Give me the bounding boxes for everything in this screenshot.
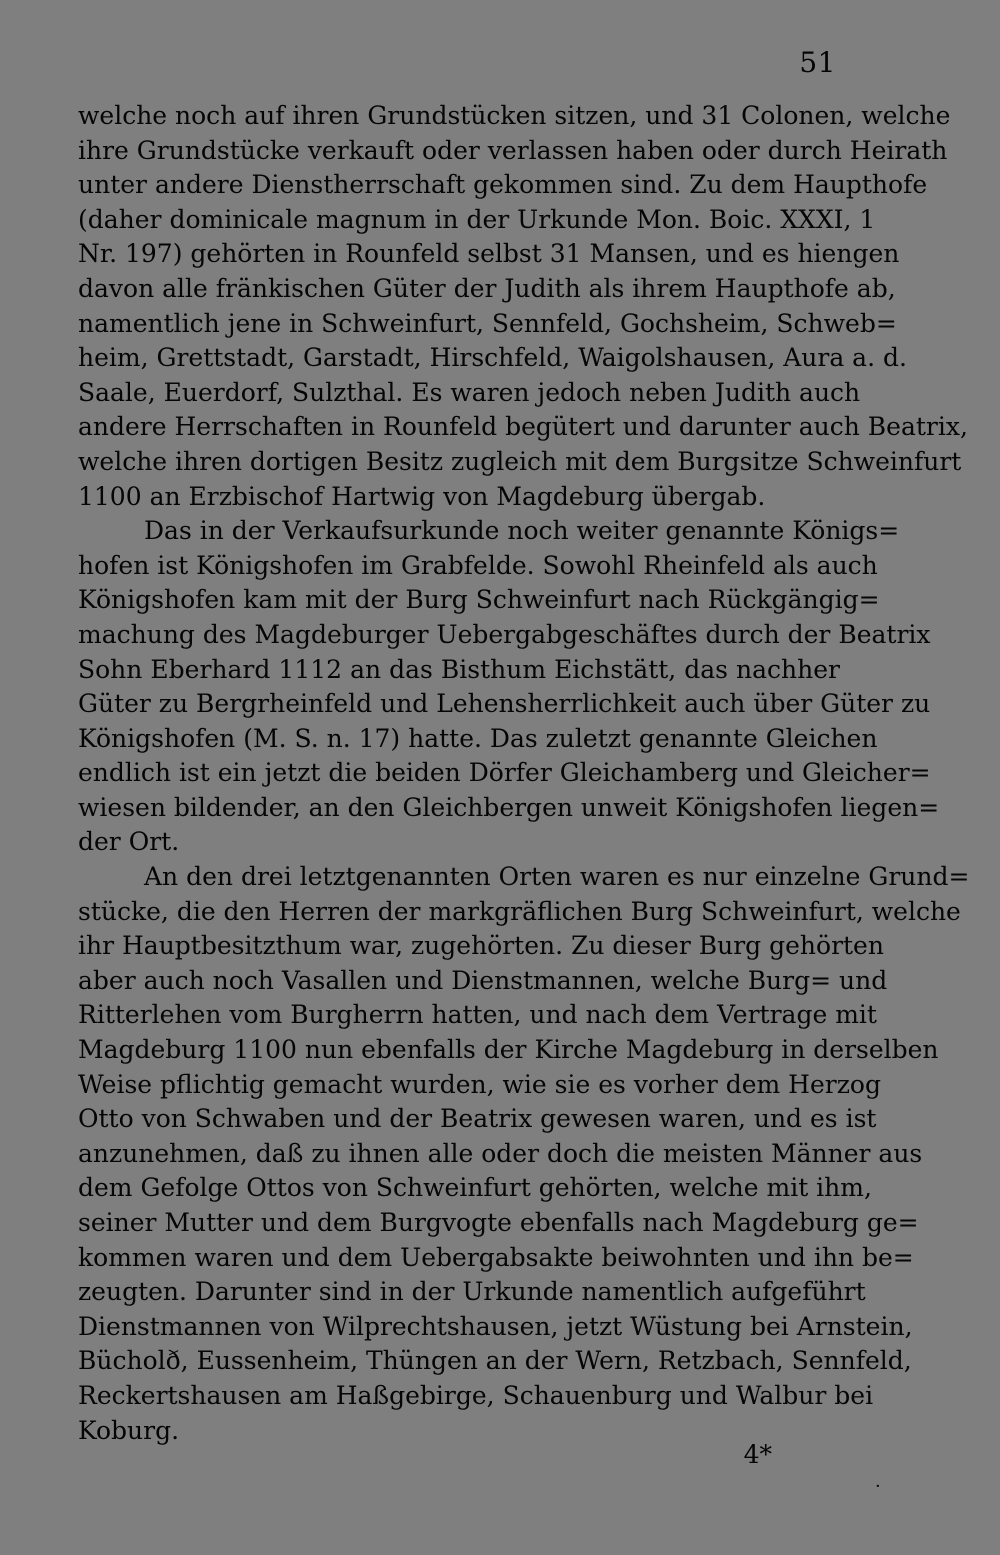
text-line: Weise pflichtig gemacht wurden, wie sie es vorher dem Herzog — [78, 1069, 881, 1099]
text-line: aber auch noch Vasallen und Dienstmannen, welche Burg= und — [78, 965, 888, 995]
text-line: welche ihren dortigen Besitz zugleich mit dem Burgsitze Schweinfurt — [78, 446, 962, 476]
text-line: zeugten. Darunter sind in der Urkunde namentlich aufgeführt — [78, 1277, 866, 1307]
text-line: Das in der Verkaufsurkunde noch weiter genannte Königs= — [144, 516, 900, 546]
text-line: Otto von Schwaben und der Beatrix gewesen waren, und es ist — [78, 1104, 877, 1134]
text-line: hofen ist Königshofen im Grabfelde. Sowohl Rheinfeld als auch — [78, 550, 878, 580]
text-line: davon alle fränkischen Güter der Judith als ihrem Haupthofe ab, — [78, 273, 896, 303]
text-line: ihre Grundstücke verkauft oder verlassen haben oder durch Heirath — [78, 135, 948, 165]
text-line: ihr Hauptbesitzthum war, zugehörten. Zu dieser Burg gehörten — [78, 931, 884, 961]
text-line: Bücholð, Eussenheim, Thüngen an der Wern, Retzbach, Sennfeld, — [78, 1346, 912, 1376]
text-line: (daher dominicale magnum in der Urkunde Mon. Boic. XXXI, 1 — [78, 204, 876, 234]
text-line: Koburg. — [78, 1415, 180, 1445]
text-line: andere Herrschaften in Rounfeld begütert und darunter auch Beatrix, — [78, 412, 968, 442]
text-line: der Ort. — [78, 827, 180, 857]
text-line: Dienstmannen von Wilprechtshausen, jetzt Wüstung bei Arnstein, — [78, 1311, 913, 1341]
ink-speck: · — [875, 1476, 881, 1497]
text-line: Saale, Euerdorf, Sulzthal. Es waren jedoch neben Judith auch — [78, 377, 861, 407]
text-line: welche noch auf ihren Grundstücken sitzen, und 31 Colonen, welche — [78, 101, 951, 130]
text-line: heim, Grettstadt, Garstadt, Hirschfeld, Waigolshausen, Aura a. d. — [78, 343, 907, 373]
text-line: stücke, die den Herren der markgräflichen Burg Schweinfurt, welche — [78, 896, 961, 926]
text-line: Güter zu Bergrheinfeld und Lehensherrlichkeit auch über Güter zu — [78, 689, 931, 719]
text-line: machung des Magdeburger Uebergabgeschäftes durch der Beatrix — [78, 619, 931, 649]
text-line: seiner Mutter und dem Burgvogte ebenfalls nach Magdeburg ge= — [78, 1208, 919, 1237]
signature-mark: 4* — [743, 1440, 772, 1469]
text-line: Nr. 197) gehörten in Rounfeld selbst 31 Mansen, und es hiengen — [78, 239, 900, 269]
body-text — [78, 99, 970, 1448]
text-line: Königshofen (M. S. n. 17) hatte. Das zuletzt genannte Gleichen — [78, 723, 878, 753]
text-line: Ritterlehen vom Burgherrn hatten, und nach dem Vertrage mit — [78, 1000, 877, 1030]
text-line: endlich ist ein jetzt die beiden Dörfer Gleichamberg und Gleicher= — [78, 758, 931, 788]
text-line: Sohn Eberhard 1112 an das Bisthum Eichstätt, das nachher — [78, 654, 840, 684]
text-line: unter andere Dienstherrschaft gekommen sind. Zu dem Haupthofe — [78, 170, 928, 200]
text-line: kommen waren und dem Uebergabsakte beiwohnten und ihn be= — [78, 1242, 914, 1272]
text-line: Reckertshausen am Haßgebirge, Schauenburg und Walbur bei — [78, 1380, 874, 1410]
text-line: namentlich jene in Schweinfurt, Sennfeld, Gochsheim, Schweb= — [78, 308, 897, 338]
text-line: An den drei letztgenannten Orten waren es nur einzelne Grund= — [144, 862, 970, 892]
text-line: anzunehmen, daß zu ihnen alle oder doch die meisten Männer aus — [78, 1138, 923, 1168]
page-number: 51 — [799, 46, 836, 79]
text-line: Magdeburg 1100 nun ebenfalls der Kirche Magdeburg in derselben — [78, 1035, 939, 1065]
text-line: Königshofen kam mit der Burg Schweinfurt nach Rückgängig= — [78, 585, 880, 615]
text-line: wiesen bildender, an den Gleichbergen unweit Königshofen liegen= — [78, 792, 940, 822]
text-line: 1100 an Erzbischof Hartwig von Magdeburg übergab. — [78, 481, 766, 511]
text-line: dem Gefolge Ottos von Schweinfurt gehörten, welche mit ihm, — [78, 1173, 872, 1203]
